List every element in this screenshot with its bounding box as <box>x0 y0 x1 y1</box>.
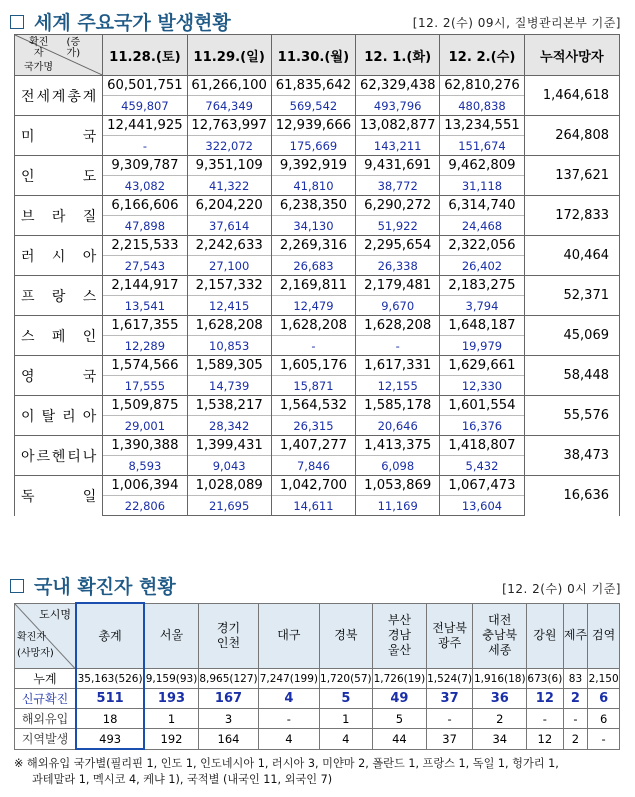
daily-increase-cell: 569,542 <box>271 96 355 116</box>
cumulative-cases-cell: 9,351,109 <box>187 156 271 176</box>
total-deaths-cell: 1,464,618 <box>524 76 619 116</box>
domestic-value-cell: 511 <box>76 689 144 709</box>
country-row <box>15 276 620 296</box>
country-name-char: 아 <box>21 448 35 465</box>
daily-increase-cell: 480,838 <box>440 96 524 116</box>
domestic-value-cell: - <box>426 709 473 729</box>
region-header: 제주 <box>563 603 588 669</box>
cumulative-cases-cell: 1,407,277 <box>271 436 355 456</box>
domestic-value-cell: 1,916(18) <box>473 669 527 689</box>
domestic-value-cell: 3 <box>198 709 258 729</box>
domestic-value-cell: - <box>527 709 564 729</box>
domestic-row <box>15 669 620 689</box>
daily-increase-cell: 12,479 <box>271 296 355 316</box>
daily-increase-cell: 12,330 <box>440 376 524 396</box>
country-name-char: 헨 <box>51 448 66 465</box>
cumulative-cases-cell: 13,082,877 <box>356 116 440 136</box>
daily-increase-cell: 47,898 <box>103 216 187 236</box>
cumulative-cases-cell: 1,585,178 <box>356 396 440 416</box>
cumulative-cases-cell: 1,628,208 <box>271 316 355 336</box>
country-name <box>15 316 103 356</box>
region-header: 경북 <box>319 603 373 669</box>
cumulative-cases-cell: 1,605,176 <box>271 356 355 376</box>
cumulative-cases-cell: 2,179,481 <box>356 276 440 296</box>
footnote <box>14 756 624 788</box>
domestic-row-label: 누계 <box>15 669 77 689</box>
cumulative-cases-cell: 1,006,394 <box>103 476 187 496</box>
cumulative-cases-cell: 2,144,917 <box>103 276 187 296</box>
domestic-value-cell: - <box>259 709 319 729</box>
daily-increase-cell: 34,130 <box>271 216 355 236</box>
country-name <box>15 156 103 196</box>
domestic-value-cell: 9,159(93) <box>144 669 198 689</box>
daily-increase-cell: 9,670 <box>356 296 440 316</box>
domestic-value-cell: 6 <box>588 709 620 729</box>
total-deaths-cell: 16,636 <box>524 476 619 516</box>
country-name-char: 영 <box>21 368 35 385</box>
country-name-char: 미 <box>21 128 35 145</box>
daily-increase-cell: 17,555 <box>103 376 187 396</box>
daily-increase-cell: 3,794 <box>440 296 524 316</box>
country-name <box>15 396 103 436</box>
footnote-line-1: ※ 해외유입 국가별(필리핀 1, 인도 1, 인도네시아 1, 러시아 3, 미얀마 2, 폴란드 1, 프랑스 1, 독일 1, 헝가리 1, <box>14 757 559 770</box>
cumulative-cases-cell: 2,242,633 <box>187 236 271 256</box>
domestic-value-cell: 4 <box>259 729 319 750</box>
country-name-char: 일 <box>82 488 97 505</box>
checkbox-square-icon <box>10 15 24 29</box>
daily-increase-cell: - <box>271 336 355 356</box>
region-header: 총계 <box>76 603 144 669</box>
country-name-char: 스 <box>82 288 97 305</box>
daily-increase-cell: 459,807 <box>103 96 187 116</box>
domestic-value-cell: 12 <box>527 729 564 750</box>
cumulative-cases-cell: 2,215,533 <box>103 236 187 256</box>
country-name-char: 독 <box>21 488 35 505</box>
daily-increase-cell: 26,338 <box>356 256 440 276</box>
cumulative-cases-cell: 1,067,473 <box>440 476 524 496</box>
country-name-char: 인 <box>82 328 97 345</box>
country-name <box>15 476 103 516</box>
daily-increase-cell: 38,772 <box>356 176 440 196</box>
country-name-char: 랑 <box>51 288 66 305</box>
domestic-value-cell: 193 <box>144 689 198 709</box>
country-name-char: 나 <box>82 448 97 465</box>
country-name <box>15 236 103 276</box>
daily-increase-cell: 26,402 <box>440 256 524 276</box>
date-header: 11.30.(월) <box>271 35 355 76</box>
cumulative-cases-cell: 1,538,217 <box>187 396 271 416</box>
cumulative-cases-cell: 1,509,875 <box>103 396 187 416</box>
checkbox-square-icon <box>10 579 24 593</box>
total-deaths-cell: 137,621 <box>524 156 619 196</box>
daily-increase-cell: 5,432 <box>440 456 524 476</box>
region-header: 부산 경남 울산 <box>373 603 427 669</box>
cumulative-cases-cell: 61,266,100 <box>187 76 271 96</box>
country-name-char: 이 <box>21 408 35 425</box>
country-name-char: 브 <box>21 208 35 225</box>
daily-increase-cell: 7,846 <box>271 456 355 476</box>
daily-increase-cell: 764,349 <box>187 96 271 116</box>
country-name-char: 러 <box>21 248 35 265</box>
country-name-char: 리 <box>62 408 76 425</box>
country-name-char: 세 <box>36 88 50 105</box>
cumulative-cases-cell: 1,617,331 <box>356 356 440 376</box>
daily-increase-cell: 22,806 <box>103 496 187 516</box>
daily-increase-cell: 26,315 <box>271 416 355 436</box>
cumulative-cases-cell: 6,166,606 <box>103 196 187 216</box>
country-name-char: 계 <box>51 88 66 105</box>
daily-increase-cell: 151,674 <box>440 136 524 156</box>
cumulative-cases-cell: 13,234,551 <box>440 116 524 136</box>
world-title-text: 세계 주요국가 발생현황 <box>34 12 231 34</box>
region-header: 서울 <box>144 603 198 669</box>
cumulative-cases-cell: 1,628,208 <box>356 316 440 336</box>
cumulative-cases-cell: 1,628,208 <box>187 316 271 336</box>
country-name-char: 티 <box>67 448 81 465</box>
daily-increase-cell: 41,322 <box>187 176 271 196</box>
domestic-value-cell: 1 <box>319 709 373 729</box>
cumulative-cases-cell: 2,157,332 <box>187 276 271 296</box>
country-row <box>15 356 620 376</box>
cumulative-cases-cell: 2,169,811 <box>271 276 355 296</box>
daily-increase-cell: 11,169 <box>356 496 440 516</box>
region-header: 검역 <box>588 603 620 669</box>
cumulative-cases-cell: 1,042,700 <box>271 476 355 496</box>
world-source: [12. 2(수) 09시, 질병관리본부 기준] <box>412 16 621 30</box>
daily-increase-cell: 28,342 <box>187 416 271 436</box>
domestic-value-cell: - <box>563 709 588 729</box>
daily-increase-cell: 19,979 <box>440 336 524 356</box>
country-row <box>15 476 620 496</box>
country-row <box>15 236 620 256</box>
domestic-row <box>15 709 620 729</box>
corner-death-label: (사망자) <box>17 647 54 659</box>
corner-top2-label: (증가) <box>66 37 81 59</box>
daily-increase-cell: 322,072 <box>187 136 271 156</box>
corner-city-label: 도시명 <box>39 607 71 621</box>
domestic-corner-header <box>15 603 77 669</box>
country-name-char: 시 <box>51 248 66 265</box>
total-deaths-cell: 38,473 <box>524 436 619 476</box>
corner-case-label: 확진자 <box>17 631 46 643</box>
domestic-value-cell: 8,965(127) <box>198 669 258 689</box>
domestic-value-cell: 1,720(57) <box>319 669 373 689</box>
domestic-row-label: 해외유입 <box>15 709 77 729</box>
cumulative-cases-cell: 6,238,350 <box>271 196 355 216</box>
cumulative-cases-cell: 2,295,654 <box>356 236 440 256</box>
corner-bottom-label: 국가명 <box>24 62 53 73</box>
cumulative-cases-cell: 1,564,532 <box>271 396 355 416</box>
cumulative-cases-cell: 2,322,056 <box>440 236 524 256</box>
cumulative-cases-cell: 9,309,787 <box>103 156 187 176</box>
domestic-source: [12. 2(수) 0시 기준] <box>502 582 621 596</box>
country-name-char: 페 <box>51 328 66 345</box>
domestic-value-cell: 49 <box>373 689 427 709</box>
domestic-value-cell: 493 <box>76 729 144 750</box>
cumulative-cases-cell: 61,835,642 <box>271 76 355 96</box>
domestic-value-cell: 37 <box>426 689 473 709</box>
country-name-char: 총 <box>67 88 81 105</box>
daily-increase-cell: 41,810 <box>271 176 355 196</box>
country-name-char: 스 <box>21 328 35 345</box>
country-name <box>15 436 103 476</box>
country-name <box>15 356 103 396</box>
cumulative-cases-cell: 1,418,807 <box>440 436 524 456</box>
total-deaths-cell: 45,069 <box>524 316 619 356</box>
domestic-value-cell: 12 <box>527 689 564 709</box>
daily-increase-cell: - <box>356 336 440 356</box>
country-name-char: 아 <box>82 248 97 265</box>
country-name-char: 인 <box>21 168 35 185</box>
daily-increase-cell: 29,001 <box>103 416 187 436</box>
country-name <box>15 276 103 316</box>
cumulative-cases-cell: 6,290,272 <box>356 196 440 216</box>
daily-increase-cell: 12,415 <box>187 296 271 316</box>
domestic-value-cell: 2 <box>473 709 527 729</box>
domestic-value-cell: 673(6) <box>527 669 564 689</box>
cumulative-cases-cell: 2,269,316 <box>271 236 355 256</box>
daily-increase-cell: 493,796 <box>356 96 440 116</box>
daily-increase-cell: 143,211 <box>356 136 440 156</box>
daily-increase-cell: 21,695 <box>187 496 271 516</box>
domestic-value-cell: 5 <box>373 709 427 729</box>
cumulative-cases-cell: 12,763,997 <box>187 116 271 136</box>
domestic-value-cell: 167 <box>198 689 258 709</box>
daily-increase-cell: 6,098 <box>356 456 440 476</box>
cumulative-cases-cell: 1,601,554 <box>440 396 524 416</box>
domestic-value-cell: 4 <box>319 729 373 750</box>
total-death-header: 누적사망자 <box>524 35 619 76</box>
corner-top-label: 확진자 <box>29 37 49 59</box>
daily-increase-cell: 27,543 <box>103 256 187 276</box>
total-deaths-cell: 52,371 <box>524 276 619 316</box>
country-name-char: 전 <box>21 88 35 105</box>
country-name <box>15 116 103 156</box>
country-row <box>15 196 620 216</box>
total-deaths-cell: 58,448 <box>524 356 619 396</box>
region-header: 강원 <box>527 603 564 669</box>
domestic-value-cell: 44 <box>373 729 427 750</box>
domestic-value-cell: 5 <box>319 689 373 709</box>
country-name <box>15 196 103 236</box>
total-deaths-cell: 55,576 <box>524 396 619 436</box>
region-header: 전남북 광주 <box>426 603 473 669</box>
cumulative-cases-cell: 1,028,089 <box>187 476 271 496</box>
domestic-value-cell: 7,247(199) <box>259 669 319 689</box>
country-name <box>15 76 103 116</box>
cumulative-cases-cell: 9,392,919 <box>271 156 355 176</box>
domestic-value-cell: 4 <box>259 689 319 709</box>
daily-increase-cell: 13,541 <box>103 296 187 316</box>
cumulative-cases-cell: 1,648,187 <box>440 316 524 336</box>
domestic-value-cell: 34 <box>473 729 527 750</box>
cumulative-cases-cell: 1,589,305 <box>187 356 271 376</box>
cumulative-cases-cell: 1,053,869 <box>356 476 440 496</box>
daily-increase-cell: 27,100 <box>187 256 271 276</box>
country-name-char: 아 <box>82 408 97 425</box>
date-header: 11.29.(일) <box>187 35 271 76</box>
country-row <box>15 316 620 336</box>
domestic-table <box>14 602 620 750</box>
cumulative-cases-cell: 2,183,275 <box>440 276 524 296</box>
cumulative-cases-cell: 9,431,691 <box>356 156 440 176</box>
domestic-value-cell: 18 <box>76 709 144 729</box>
domestic-value-cell: 1,726(19) <box>373 669 427 689</box>
daily-increase-cell: 13,604 <box>440 496 524 516</box>
daily-increase-cell: 14,739 <box>187 376 271 396</box>
cumulative-cases-cell: 1,617,355 <box>103 316 187 336</box>
country-row <box>15 436 620 456</box>
country-row <box>15 396 620 416</box>
cumulative-cases-cell: 1,413,375 <box>356 436 440 456</box>
cumulative-cases-cell: 62,329,438 <box>356 76 440 96</box>
region-header: 대구 <box>259 603 319 669</box>
daily-increase-cell: 12,289 <box>103 336 187 356</box>
total-deaths-cell: 40,464 <box>524 236 619 276</box>
cumulative-cases-cell: 1,399,431 <box>187 436 271 456</box>
country-name-char: 탈 <box>41 408 56 425</box>
date-header: 12. 1.(화) <box>356 35 440 76</box>
cumulative-cases-cell: 12,441,925 <box>103 116 187 136</box>
country-row <box>15 156 620 176</box>
domestic-value-cell: 2,150 <box>588 669 620 689</box>
country-row <box>15 76 620 96</box>
world-section-title <box>10 8 231 35</box>
date-header: 12. 2.(수) <box>440 35 524 76</box>
country-name-char: 계 <box>82 88 97 105</box>
world-corner-header <box>15 35 103 76</box>
cumulative-cases-cell: 12,939,666 <box>271 116 355 136</box>
world-table <box>14 34 620 516</box>
country-name-char: 국 <box>82 368 97 385</box>
daily-increase-cell: 37,614 <box>187 216 271 236</box>
domestic-value-cell: 37 <box>426 729 473 750</box>
daily-increase-cell: 43,082 <box>103 176 187 196</box>
daily-increase-cell: 51,922 <box>356 216 440 236</box>
daily-increase-cell: 24,468 <box>440 216 524 236</box>
country-name-char: 프 <box>21 288 35 305</box>
date-header: 11.28.(토) <box>103 35 187 76</box>
cumulative-cases-cell: 62,810,276 <box>440 76 524 96</box>
country-name-char: 도 <box>82 168 97 185</box>
region-header: 대전 충남북 세종 <box>473 603 527 669</box>
country-name-char: 르 <box>36 448 50 465</box>
region-header: 경기 인천 <box>198 603 258 669</box>
daily-increase-cell: 175,669 <box>271 136 355 156</box>
cumulative-cases-cell: 1,629,661 <box>440 356 524 376</box>
domestic-value-cell: 1 <box>144 709 198 729</box>
domestic-value-cell: 192 <box>144 729 198 750</box>
daily-increase-cell: 12,155 <box>356 376 440 396</box>
cumulative-cases-cell: 1,390,388 <box>103 436 187 456</box>
cumulative-cases-cell: 9,462,809 <box>440 156 524 176</box>
domestic-value-cell: 83 <box>563 669 588 689</box>
domestic-value-cell: 36 <box>473 689 527 709</box>
daily-increase-cell: 14,611 <box>271 496 355 516</box>
domestic-row <box>15 689 620 709</box>
domestic-value-cell: 164 <box>198 729 258 750</box>
daily-increase-cell: 10,853 <box>187 336 271 356</box>
country-name-char: 국 <box>82 128 97 145</box>
daily-increase-cell: 31,118 <box>440 176 524 196</box>
daily-increase-cell: 26,683 <box>271 256 355 276</box>
domestic-value-cell: 35,163(526) <box>76 669 144 689</box>
domestic-row <box>15 729 620 750</box>
footnote-line-2: 과테말라 1, 멕시코 4, 케냐 1), 국적별 (내국인 11, 외국인 7) <box>32 773 333 786</box>
country-name-char: 질 <box>82 208 97 225</box>
domestic-row-label: 신규확진 <box>15 689 77 709</box>
total-deaths-cell: 172,833 <box>524 196 619 236</box>
daily-increase-cell: 16,376 <box>440 416 524 436</box>
domestic-value-cell: 1,524(7) <box>426 669 473 689</box>
domestic-value-cell: 6 <box>588 689 620 709</box>
domestic-value-cell: 2 <box>563 729 588 750</box>
country-name-char: 라 <box>51 208 66 225</box>
daily-increase-cell: 15,871 <box>271 376 355 396</box>
daily-increase-cell: - <box>103 136 187 156</box>
daily-increase-cell: 8,593 <box>103 456 187 476</box>
domestic-row-label: 지역발생 <box>15 729 77 750</box>
domestic-title-text: 국내 확진자 현황 <box>34 576 176 598</box>
domestic-section-title <box>10 572 176 599</box>
domestic-value-cell: - <box>588 729 620 750</box>
domestic-value-cell: 2 <box>563 689 588 709</box>
cumulative-cases-cell: 6,314,740 <box>440 196 524 216</box>
cumulative-cases-cell: 60,501,751 <box>103 76 187 96</box>
daily-increase-cell: 9,043 <box>187 456 271 476</box>
total-deaths-cell: 264,808 <box>524 116 619 156</box>
daily-increase-cell: 20,646 <box>356 416 440 436</box>
country-row <box>15 116 620 136</box>
cumulative-cases-cell: 6,204,220 <box>187 196 271 216</box>
cumulative-cases-cell: 1,574,566 <box>103 356 187 376</box>
